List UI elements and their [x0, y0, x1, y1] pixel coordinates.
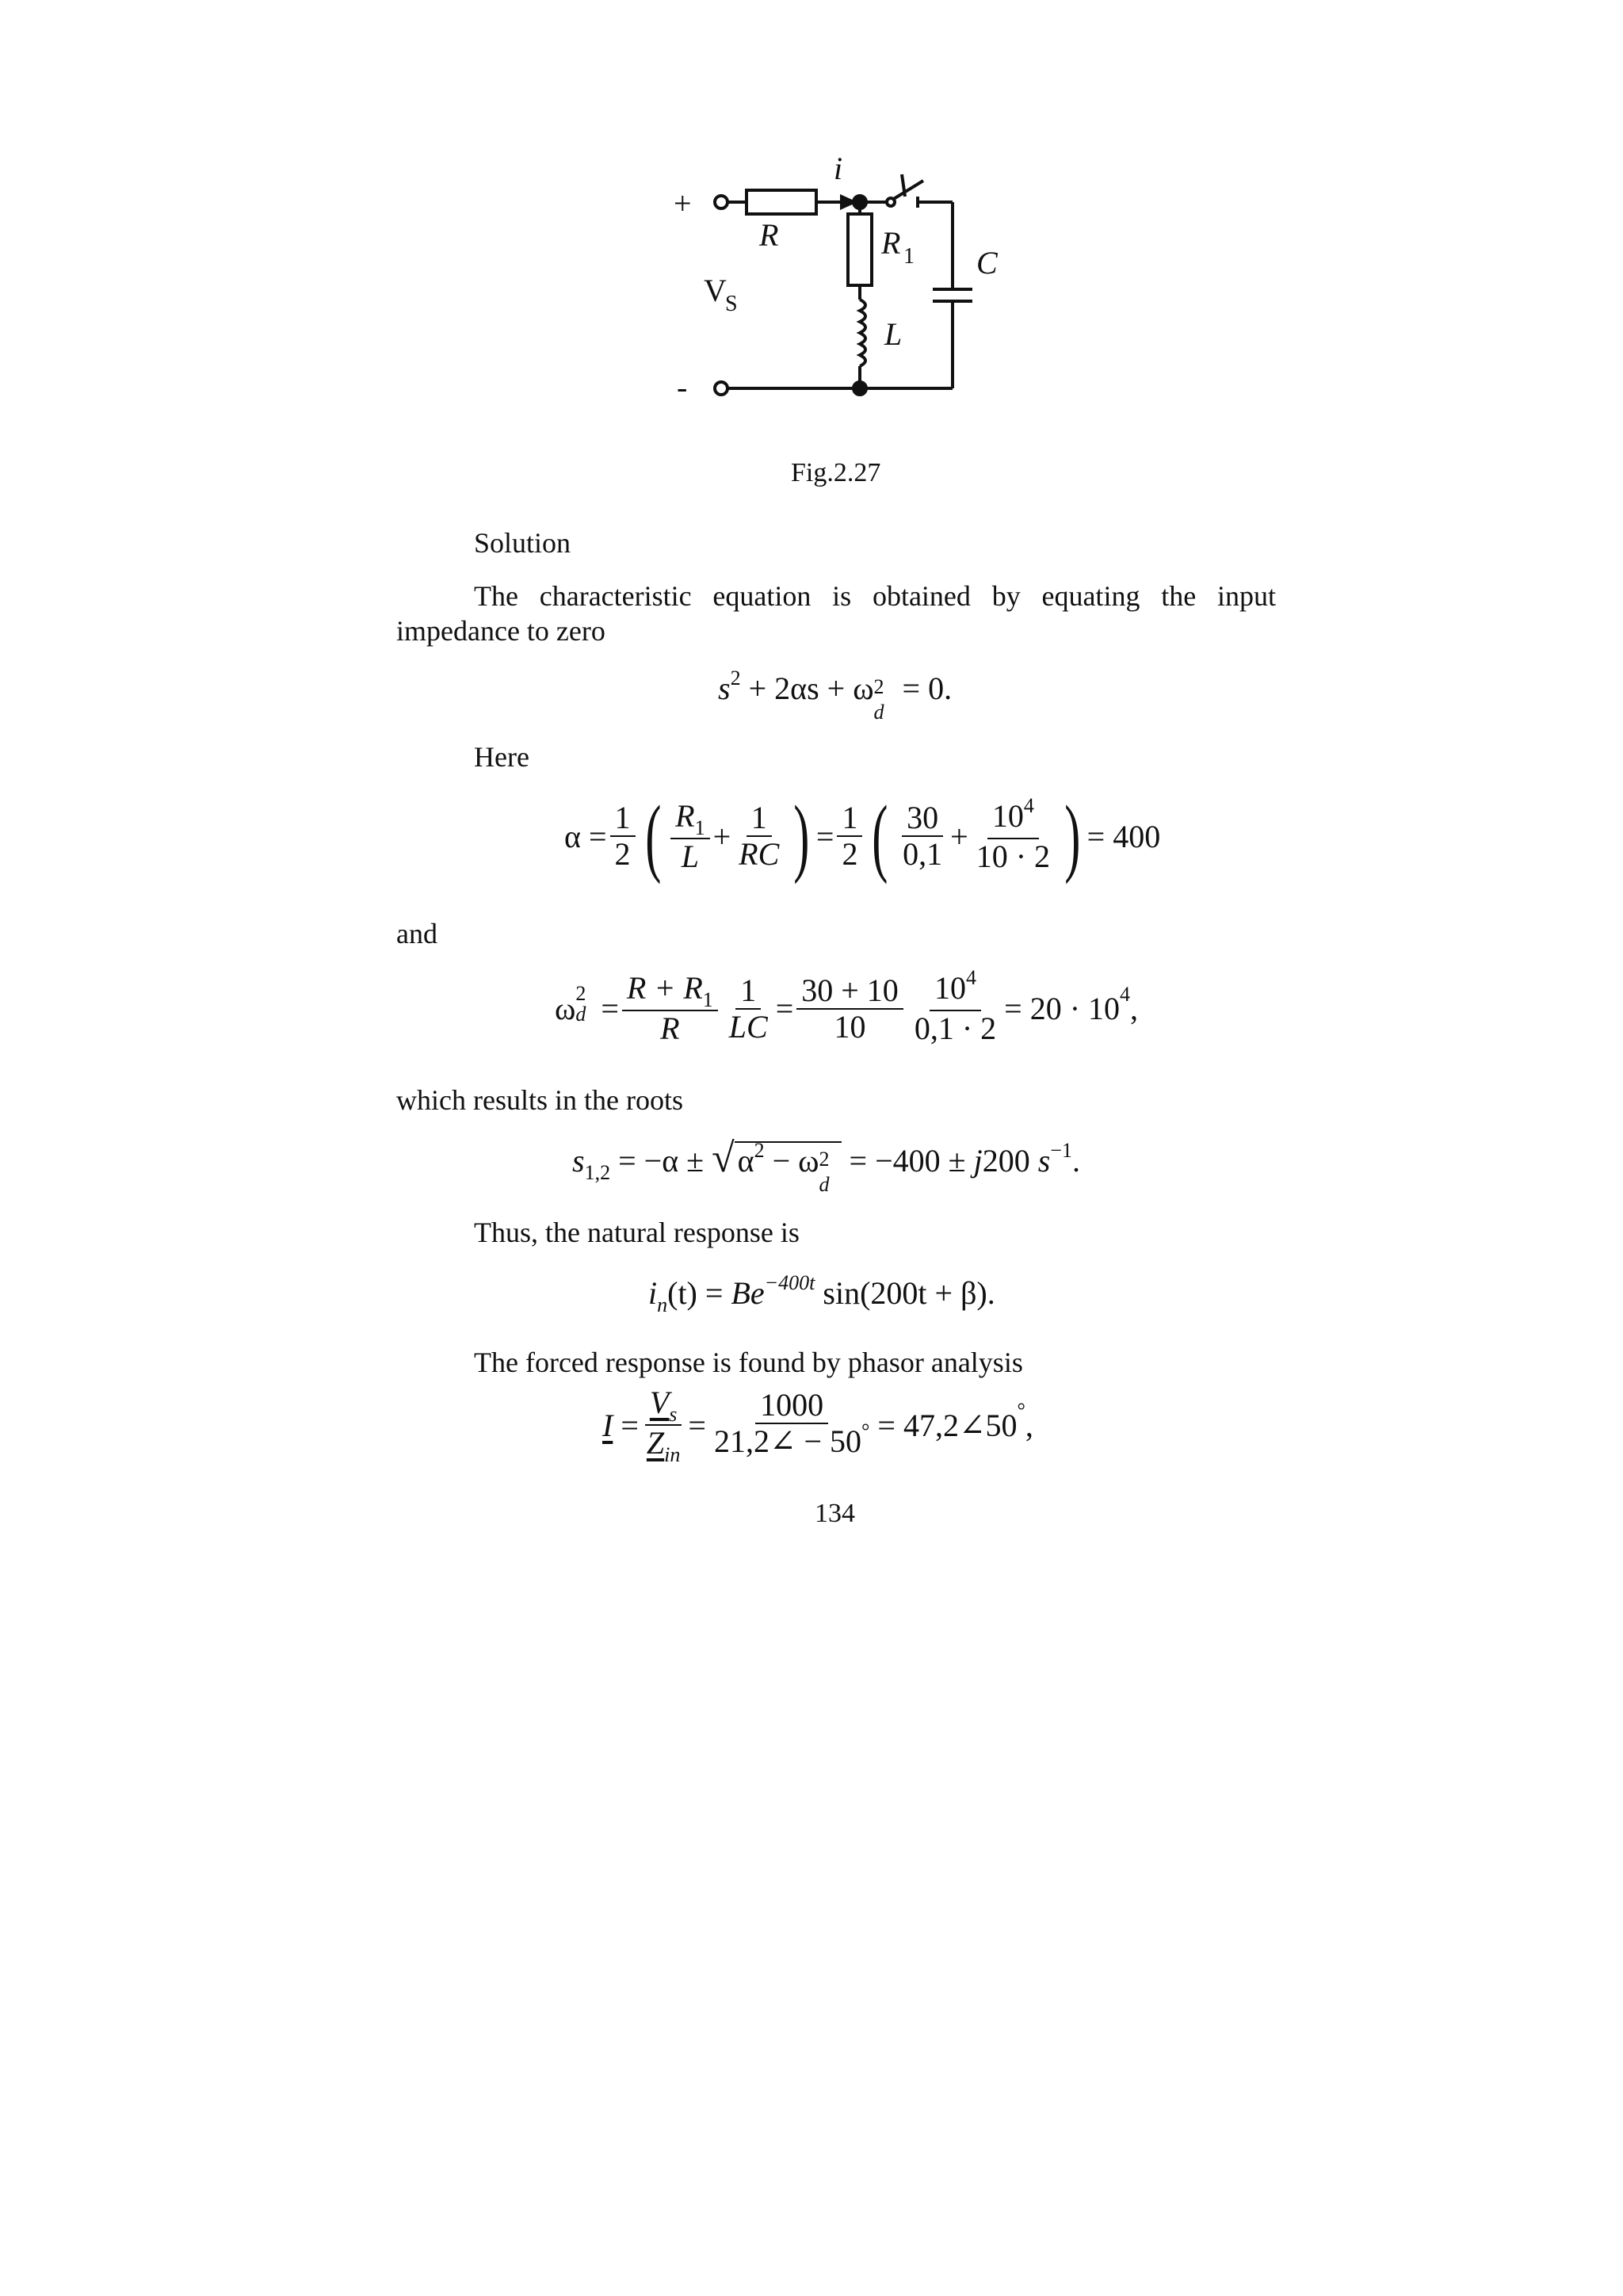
eq3-omega: ω [555, 991, 576, 1026]
eq3-eq1: = [601, 991, 619, 1026]
paragraph-characteristic: The characteristic equation is obtained by equating the input impedance to zero [396, 580, 1276, 647]
eq2-r1: R [675, 797, 695, 834]
eq4-alpha: α [737, 1143, 754, 1179]
eq2-alpha: α = [564, 818, 607, 854]
resistor-r [747, 190, 816, 214]
eq2-plus2: + [950, 818, 968, 854]
here-label: Here [474, 741, 529, 773]
eq3-sq: 2 [575, 981, 586, 1005]
eq4-j: j [973, 1143, 983, 1179]
equation-natural-response [648, 1271, 995, 1316]
paragraph-roots: which results in the roots [396, 1084, 683, 1116]
eq3-n10: 10 [934, 970, 966, 1006]
eq3-r-den: R [660, 1010, 680, 1046]
minus-terminal [715, 382, 727, 395]
eq2-half-num2: 1 [837, 800, 862, 837]
solution-heading: Solution [474, 527, 571, 559]
eq2-plus1: + [712, 818, 731, 854]
eq3-lc: LC [728, 1008, 768, 1045]
eq4-s2: s [1037, 1143, 1051, 1179]
eq2-n10-exp: 4 [1023, 793, 1034, 817]
eq5-i: i [648, 1275, 658, 1311]
eq6-den: 21,2∠ − 50 [713, 1423, 862, 1459]
eq3-eq2: = [775, 991, 794, 1026]
eq3-tail: , [1130, 991, 1139, 1026]
eq1-mid: + 2αs + ω [740, 670, 874, 706]
c-label: C [976, 245, 998, 281]
eq2-half-den: 2 [614, 836, 631, 872]
eq2-eq: = [815, 818, 834, 854]
equation-roots: $s_{1,2} = -\alpha$ ± √ $\alpha^2 - \omega$ 2 d = −400 ± j200 $s^{-1}$. [572, 1136, 1080, 1196]
r-label: R [759, 217, 779, 253]
eq2-d01: 0,1 [903, 836, 943, 872]
eq2-result: = 400 [1086, 818, 1161, 854]
eq1-s: s [718, 670, 731, 706]
equation-phasor [602, 1385, 1033, 1465]
plus-terminal [715, 196, 727, 208]
eq2-d102: 10 · 2 [976, 838, 1051, 874]
eq2-n30: 30 [902, 800, 943, 837]
eq4-result: = −400 ± [841, 1143, 974, 1179]
resistor-r1 [848, 214, 872, 285]
r1-sub-label: 1 [903, 244, 915, 269]
paragraph-forced: The forced response is found by phasor analysis [474, 1347, 1023, 1378]
eq3-one: 1 [735, 973, 761, 1010]
eq4-exp: −1 [1050, 1139, 1072, 1162]
eq1-sq2: 2 [873, 675, 884, 698]
eq2-r1-sub: 1 [694, 816, 705, 839]
eq5-sin: sin(200t + β). [815, 1275, 995, 1311]
eq2-half-num: 1 [610, 800, 636, 837]
vs-sub-label: S [725, 292, 738, 316]
eq6-tail: , [1025, 1407, 1033, 1443]
eq2-half-den2: 2 [842, 836, 858, 872]
paragraph-natural: Thus, the natural response is [474, 1217, 800, 1248]
eq2-n10: 10 [991, 797, 1024, 834]
i-label: i [834, 151, 843, 186]
eq2-one: 1 [747, 800, 772, 837]
eq6-vs: V [649, 1385, 670, 1420]
minus-label: - [677, 369, 688, 405]
vs-label: V [704, 273, 727, 308]
eq1-d: d [873, 701, 884, 724]
equation-alpha: α = $\frac{1}{2}$ ( $\frac{R_1}{L}$ + $\frac{1}{RC}$ ) = $\frac{1}{2}$ ( $\frac{30}{0,1}$ + $\frac{10^4}{10 \cdot 2}$ ) = 400 [564, 788, 1161, 884]
eq4-tail: . [1071, 1143, 1080, 1179]
eq4-sq1: 2 [754, 1139, 765, 1162]
eq4-s: s [572, 1143, 585, 1179]
eq2-l: L [681, 838, 699, 874]
eq1-sq1: 2 [730, 667, 741, 690]
eq4-sq2: 2 [819, 1148, 830, 1171]
eq6-zin: Z [646, 1425, 665, 1461]
eq1-rhs: = 0. [894, 670, 953, 706]
eq6-deg2: ° [1017, 1399, 1025, 1422]
eq3-n3010: 30 + 10 [796, 973, 903, 1010]
eq4-mid: = −α ± [610, 1143, 712, 1179]
eq4-n200: 200 [982, 1143, 1038, 1179]
eq6-num: 1000 [755, 1388, 828, 1424]
equation-characteristic [718, 667, 953, 724]
figure-caption: Fig.2.27 [791, 458, 881, 487]
eq3-r1-sub: 1 [702, 988, 713, 1011]
eq5-t: (t) = [667, 1275, 731, 1311]
eq6-in: in [664, 1443, 681, 1466]
eq3-result-exp: 4 [1120, 982, 1131, 1006]
eq3-result: = 20 · 10 [1004, 991, 1121, 1026]
and-label: and [396, 918, 437, 949]
eq6-eq1: = [621, 1407, 639, 1443]
equation-omega [555, 966, 1139, 1046]
eq5-exp: −400t [764, 1271, 815, 1294]
eq6-eq2: = [688, 1407, 706, 1443]
page-number: 134 [815, 1499, 855, 1528]
eq5-b: Be [731, 1275, 765, 1311]
eq5-n: n [657, 1293, 668, 1316]
eq3-d: d [575, 1002, 586, 1026]
eq3-n10-exp: 4 [965, 966, 976, 989]
eq3-d012: 0,1 · 2 [914, 1010, 997, 1046]
eq3-rr1: R + R [626, 970, 703, 1006]
eq6-deg1: ° [861, 1419, 870, 1442]
eq4-d: d [819, 1173, 830, 1196]
eq2-rc: RC [739, 836, 780, 872]
eq6-i: I [602, 1407, 613, 1443]
eq4-minus: − ω [764, 1143, 819, 1179]
plus-label: + [674, 185, 692, 221]
inductor-l [860, 300, 865, 366]
eq4-s-sub: 1,2 [584, 1161, 611, 1184]
eq3-d10: 10 [834, 1008, 866, 1045]
eq6-result: = 47,2∠50 [877, 1407, 1018, 1443]
circuit-diagram [650, 151, 1014, 412]
eq6-s: s [669, 1403, 678, 1426]
l-label: L [884, 316, 903, 352]
r1-label: R [881, 225, 901, 261]
